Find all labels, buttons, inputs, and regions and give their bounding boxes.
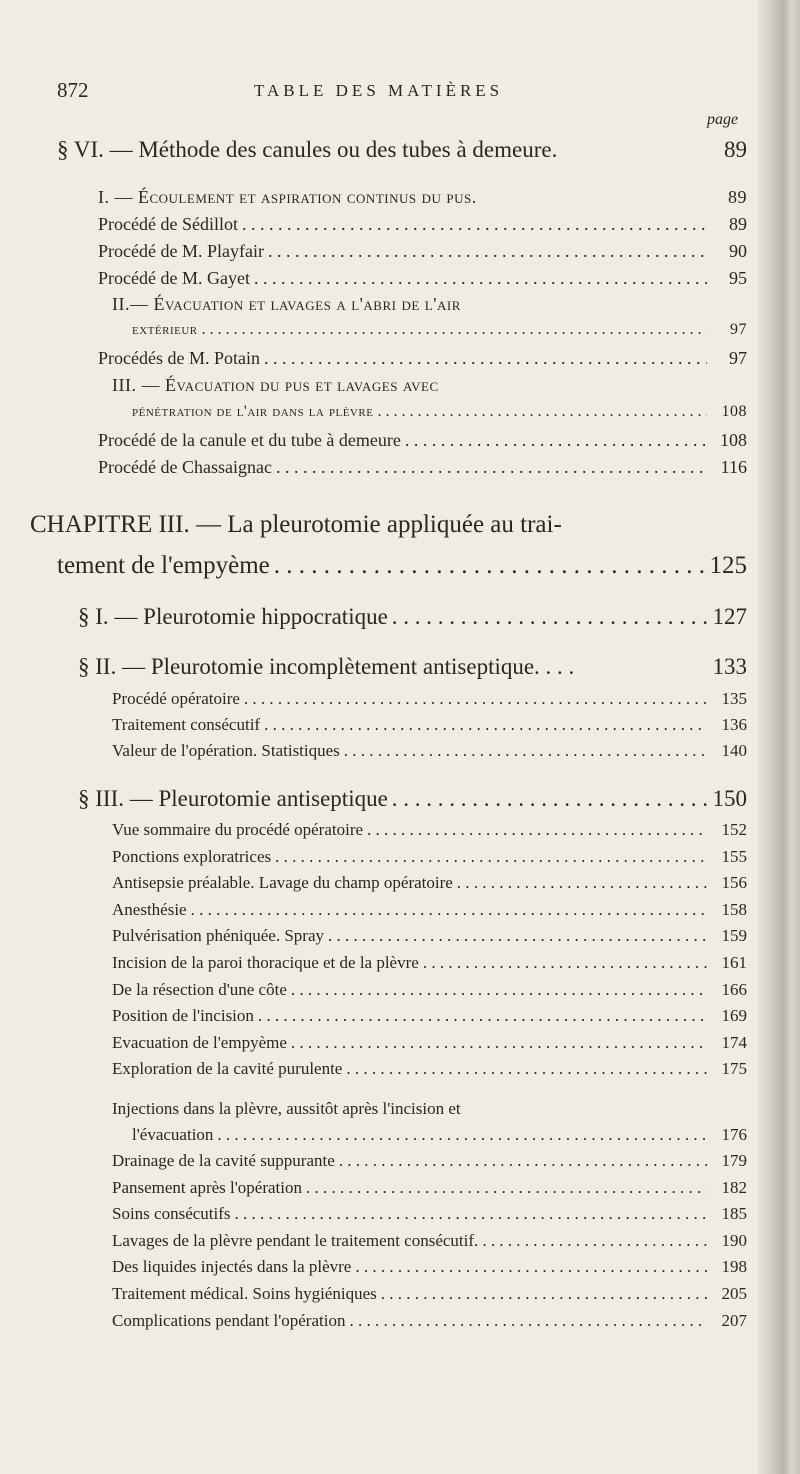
toc-entry-label: Antisepsie préalable. Lavage du champ opératoire: [112, 873, 453, 893]
toc-entry[interactable]: [112, 1059, 747, 1079]
toc-entry-label: Position de l'incision: [112, 1006, 254, 1026]
toc-entry[interactable]: [112, 689, 747, 709]
leader-dots: [346, 1059, 707, 1079]
leader-dots: [275, 847, 707, 867]
toc-entry-label: Traitement médical. Soins hygiéniques: [112, 1284, 377, 1303]
leader-dots: [268, 241, 707, 262]
toc-entry-page: 108: [721, 403, 747, 420]
toc-entry[interactable]: [112, 820, 747, 840]
toc-entry-page: 136: [721, 715, 747, 734]
leader-dots: [499, 1231, 707, 1251]
toc-entry-label: pénétration de l'air dans la plèvre: [132, 403, 374, 420]
toc-entry-page: 89: [729, 214, 747, 234]
toc-entry[interactable]: [112, 1151, 747, 1171]
toc-entry-page: 175: [721, 1059, 747, 1079]
toc-entry-label: Complications pendant l'opération: [112, 1310, 346, 1330]
toc-entry-label: Des liquides injectés dans la plèvre: [112, 1257, 352, 1277]
leader-dots: [274, 552, 706, 580]
toc-entry-label: Traitement consécutif: [112, 715, 261, 734]
leader-dots: [242, 214, 707, 235]
leader-dots: [355, 1257, 707, 1277]
leader-dots: [258, 1006, 707, 1026]
page-column-label: page: [707, 111, 739, 128]
toc-entry-label: Pulvérisation phéniquée. Spray: [112, 926, 324, 946]
toc-entry-page: 155: [721, 846, 747, 866]
toc-entry[interactable]: [112, 1284, 747, 1304]
leader-dots: [191, 900, 707, 920]
toc-entry-page: 152: [721, 820, 747, 839]
toc-entry-label: l'évacuation: [132, 1125, 214, 1144]
toc-subsection-i[interactable]: [98, 187, 747, 208]
toc-entry-section-iii[interactable]: [78, 786, 747, 812]
toc-entry-page: 116: [720, 457, 747, 477]
toc-entry-label: Incision de la paroi thoracique et de la plèvre: [112, 953, 419, 972]
toc-entry-section-i[interactable]: [78, 604, 747, 630]
toc-entry-page: 158: [721, 899, 747, 919]
toc-entry[interactable]: [112, 980, 747, 1000]
leader-dots: [217, 1125, 707, 1145]
leader-dots: [423, 953, 707, 973]
toc-entry-section-vi[interactable]: [57, 137, 747, 163]
toc-entry-label: Drainage de la cavité suppurante: [112, 1151, 335, 1170]
toc-entry-page: 174: [721, 1032, 747, 1052]
toc-entry-injections-line1: Injections dans la plèvre, aussitôt après l'incision et: [112, 1099, 461, 1118]
toc-entry-label: Lavages de la plèvre pendant le traitement consécutif. . .: [112, 1230, 496, 1250]
toc-entry-label: Procédés de M. Potain: [98, 348, 260, 368]
toc-entry[interactable]: [112, 1257, 747, 1277]
toc-entry-label: Pansement après l'opération: [112, 1177, 303, 1197]
toc-subsection-ii-line1: II.— Évacuation et lavages a l'abri de l'air: [112, 294, 461, 314]
toc-entry-label: Procédé de la canule et du tube à demeure: [98, 430, 401, 450]
toc-entry[interactable]: [112, 715, 747, 735]
leader-dots: [344, 741, 707, 761]
leader-dots: [457, 873, 707, 893]
toc-entry-label: § VI. — Méthode des canules ou des tubes à demeure.: [57, 137, 558, 162]
toc-entry-injections[interactable]: [132, 1125, 747, 1145]
leader-dots: [244, 689, 707, 709]
toc-entry-page: 161: [721, 953, 747, 972]
toc-entry[interactable]: [98, 348, 747, 369]
leader-dots: [339, 1151, 707, 1171]
toc-entry[interactable]: [98, 268, 747, 289]
toc-entry-label: § III. — Pleurotomie antiseptique: [78, 786, 388, 811]
leader-dots: [306, 1178, 707, 1198]
toc-entry-page: 135: [721, 689, 747, 708]
leader-dots: [291, 1033, 707, 1053]
toc-entry-page: 205: [721, 1284, 747, 1303]
toc-entry-label: De la résection d'une côte: [112, 979, 287, 999]
toc-entry-label: Evacuation de l'empyème: [112, 1032, 287, 1052]
leader-dots: [235, 1204, 707, 1224]
toc-entry[interactable]: [112, 1231, 747, 1251]
toc-entry[interactable]: [112, 926, 747, 946]
toc-chapter-entry[interactable]: [57, 552, 747, 580]
leader-dots: [392, 604, 707, 630]
toc-entry-label: Ponctions exploratrices: [112, 846, 272, 866]
toc-entry[interactable]: [112, 1006, 747, 1026]
toc-entry[interactable]: [112, 1311, 747, 1331]
toc-entry-page: 90: [729, 241, 747, 261]
toc-entry-label: Procédé de Chassaignac: [98, 457, 272, 477]
leader-dots: [349, 1311, 707, 1331]
chapter-title-line1: CHAPITRE III. — La pleurotomie appliquée au trai-: [30, 511, 562, 538]
toc-entry-label: Procédé opératoire: [112, 689, 240, 708]
leader-dots: [202, 321, 707, 339]
toc-entry-section-ii[interactable]: [78, 654, 747, 680]
leader-dots: [328, 926, 707, 946]
page-number: 872: [57, 78, 89, 102]
toc-entry[interactable]: [112, 741, 747, 761]
toc-entry-page: 182: [721, 1177, 747, 1197]
toc-entry[interactable]: [98, 214, 747, 235]
page-edge-shadow: [758, 0, 800, 1474]
leader-dots: [392, 786, 707, 812]
toc-entry-label: § II. — Pleurotomie incomplètement antiseptique. . . .: [78, 654, 575, 679]
leader-dots: [377, 403, 707, 421]
toc-entry-page: 185: [721, 1204, 747, 1224]
toc-entry[interactable]: [98, 241, 747, 262]
leader-dots: [381, 1284, 707, 1304]
toc-entry-label: I. — Écoulement et aspiration continus du pus.: [98, 187, 477, 207]
toc-entry-page: 89: [728, 187, 747, 207]
toc-entry-label: Procédé de M. Gayet: [98, 268, 250, 288]
toc-entry-page: 179: [721, 1151, 747, 1170]
leader-dots: [291, 980, 707, 1000]
toc-entry-page: 125: [709, 552, 747, 579]
toc-entry-label: Vue sommaire du procédé opératoire: [112, 820, 364, 839]
toc-entry-page: 176: [721, 1125, 747, 1144]
toc-entry-page: 156: [721, 873, 747, 893]
toc-entry-page: 89: [724, 137, 747, 162]
toc-entry[interactable]: [112, 1204, 747, 1224]
toc-entry[interactable]: [112, 1178, 747, 1198]
toc-entry-page: 166: [721, 979, 747, 999]
toc-entry-label: Valeur de l'opération. Statistiques: [112, 741, 340, 760]
toc-entry-label: § I. — Pleurotomie hippocratique: [78, 604, 388, 629]
leader-dots: [367, 820, 707, 840]
toc-entry-label: Procédé de M. Playfair: [98, 241, 264, 261]
toc-entry-page: 108: [720, 430, 747, 450]
toc-entry-page: 207: [721, 1310, 747, 1330]
toc-entry-page: 159: [721, 926, 747, 946]
toc-entry[interactable]: [112, 847, 747, 867]
toc-entry[interactable]: [112, 1033, 747, 1053]
toc-entry-label: Procédé de Sédillot: [98, 214, 238, 234]
toc-entry-page: 140: [721, 741, 747, 760]
toc-entry[interactable]: [98, 457, 747, 478]
toc-subsection-iii[interactable]: [132, 403, 747, 421]
running-title: TABLE DES MATIÈRES: [254, 81, 504, 100]
toc-entry-page: 150: [712, 786, 747, 811]
toc-subsection-ii[interactable]: [132, 321, 747, 339]
toc-entry[interactable]: [112, 900, 747, 920]
toc-entry-page: 169: [721, 1006, 747, 1026]
leader-dots: [405, 430, 707, 451]
toc-entry-label: Exploration de la cavité purulente: [112, 1059, 343, 1079]
toc-entry-page: 97: [730, 321, 747, 338]
toc-entry-page: 198: [721, 1257, 747, 1277]
toc-entry-page: 97: [729, 348, 747, 368]
toc-entry-label: tement de l'empyème: [57, 552, 270, 579]
toc-entry-page: 127: [712, 604, 747, 629]
toc-entry-page: 133: [712, 654, 747, 679]
toc-entry-label: Soins consécutifs: [112, 1204, 231, 1224]
toc-entry-page: 190: [721, 1230, 747, 1250]
toc-entry-page: 95: [729, 268, 747, 288]
leader-dots: [254, 268, 707, 289]
toc-entry-label: Anesthésie: [112, 899, 187, 919]
toc-entry[interactable]: [98, 430, 747, 451]
toc-entry[interactable]: [112, 873, 747, 893]
leader-dots: [264, 348, 707, 369]
toc-entry-label: extérieur: [132, 321, 198, 338]
leader-dots: [264, 715, 707, 735]
toc-subsection-iii-line1: III. — Évacuation du pus et lavages avec: [112, 375, 439, 395]
toc-entry[interactable]: [112, 953, 747, 973]
leader-dots: [276, 457, 707, 478]
